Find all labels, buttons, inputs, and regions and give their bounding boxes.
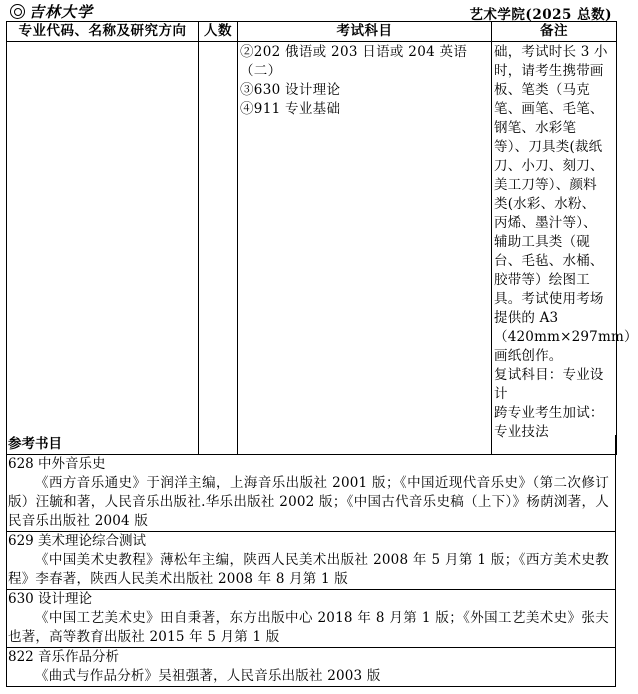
exam-subject-line: ③630 设计理论: [240, 82, 341, 98]
exam-subject-line: ④911 专业基础: [240, 101, 341, 117]
department-title: 艺术学院(2025 总数): [469, 7, 612, 23]
remark-line: 台、毛毡、水桶、: [494, 253, 604, 269]
program-table: [6, 21, 638, 455]
reference-books-section: [6, 435, 616, 687]
course-title: 628 中外音乐史: [8, 456, 106, 472]
remark-line: 等）、刀具类(裁纸: [494, 139, 603, 155]
table-row: [7, 42, 617, 455]
remark-line: 丙烯、墨汁等）、: [494, 215, 597, 231]
remark-line: 画纸创作。: [494, 348, 563, 364]
exam-subjects-cell: [238, 42, 492, 455]
remark-line: 刀、小刀、刻刀、: [494, 158, 604, 174]
remark-line: 跨专业考生加试：: [494, 405, 604, 421]
remark-line: 复试科目：专业设: [494, 367, 604, 383]
remark-line: 专业技法: [494, 424, 549, 440]
exam-subject-line: ②202 俄语或 203 日语或 204 英语: [240, 44, 468, 60]
column-header-count: 人数: [199, 22, 238, 42]
reference-books-title: 参考书目: [7, 435, 615, 455]
university-seal-icon: [10, 4, 25, 19]
remark-line: 提供的 A3: [494, 310, 559, 326]
university-name: 吉林大学: [29, 3, 94, 21]
course-books: 《西方音乐通史》于润洋主编，上海音乐出版社 2001 版；《中国近现代音乐史》（第二次修订版）汪毓和著，人民音乐出版社.华乐出版社 2002 版；《中国古代音乐史稿（上下）》杨荫浏著，人民音乐出版社 2004 版: [8, 475, 609, 529]
course-title: 629 美术理论综合测试: [8, 533, 147, 549]
remark-line: 美工刀等）、颜料: [494, 177, 597, 193]
table-header-row: [7, 22, 617, 42]
exam-subject-line: （二）: [240, 63, 282, 79]
course-title: 822 音乐作品分析: [8, 649, 120, 665]
remark-line: 板、笔类（马克: [494, 82, 590, 98]
course-title: 630 设计理论: [8, 591, 93, 607]
column-header-remark: 备注: [492, 22, 617, 42]
remark-cell: [492, 42, 638, 455]
university-logo: [10, 2, 93, 21]
column-header-major: 专业代码、名称及研究方向: [7, 22, 199, 42]
remark-line: 础，考试时长 3 小: [494, 44, 608, 60]
course-books: 《中国美术史教程》薄松年主编，陕西人民美术出版社 2008 年 5 月第 1 版；《西方美术史教程》李春著，陕西人民美术出版社 2008 年 8 月第 1 版: [8, 552, 609, 587]
remark-lines: [494, 43, 638, 442]
remark-line: 胶带等）绘图工: [494, 272, 590, 288]
reference-course: [7, 590, 615, 648]
column-header-exam: 考试科目: [238, 22, 492, 42]
remark-line: 钢笔、水彩笔: [494, 120, 577, 136]
page-header: [6, 2, 616, 21]
remark-line: 具。考试使用考场: [494, 291, 604, 307]
remark-line: 计: [494, 386, 508, 402]
reference-course: [7, 532, 615, 590]
remark-line: 类(水彩、水粉、: [494, 196, 596, 212]
count-cell: [199, 42, 238, 455]
reference-course: [7, 648, 615, 686]
course-books: 《中国工艺美术史》田自秉著，东方出版中心 2018 年 8 月第 1 版；《外国工艺美术史》张夫也著，高等教育出版社 2015 年 5 月第 1 版: [8, 610, 609, 645]
course-books: 《曲式与作品分析》吴祖强著，人民音乐出版社 2003 版: [35, 668, 381, 684]
remark-line: 时，请考生携带画: [494, 63, 604, 79]
reference-course: [7, 455, 615, 532]
remark-line: 辅助工具类（砚: [494, 234, 590, 250]
remark-line: （420mm×297mm）: [494, 329, 638, 345]
remark-line: 笔、画笔、毛笔、: [494, 101, 604, 117]
major-cell: [7, 42, 199, 455]
